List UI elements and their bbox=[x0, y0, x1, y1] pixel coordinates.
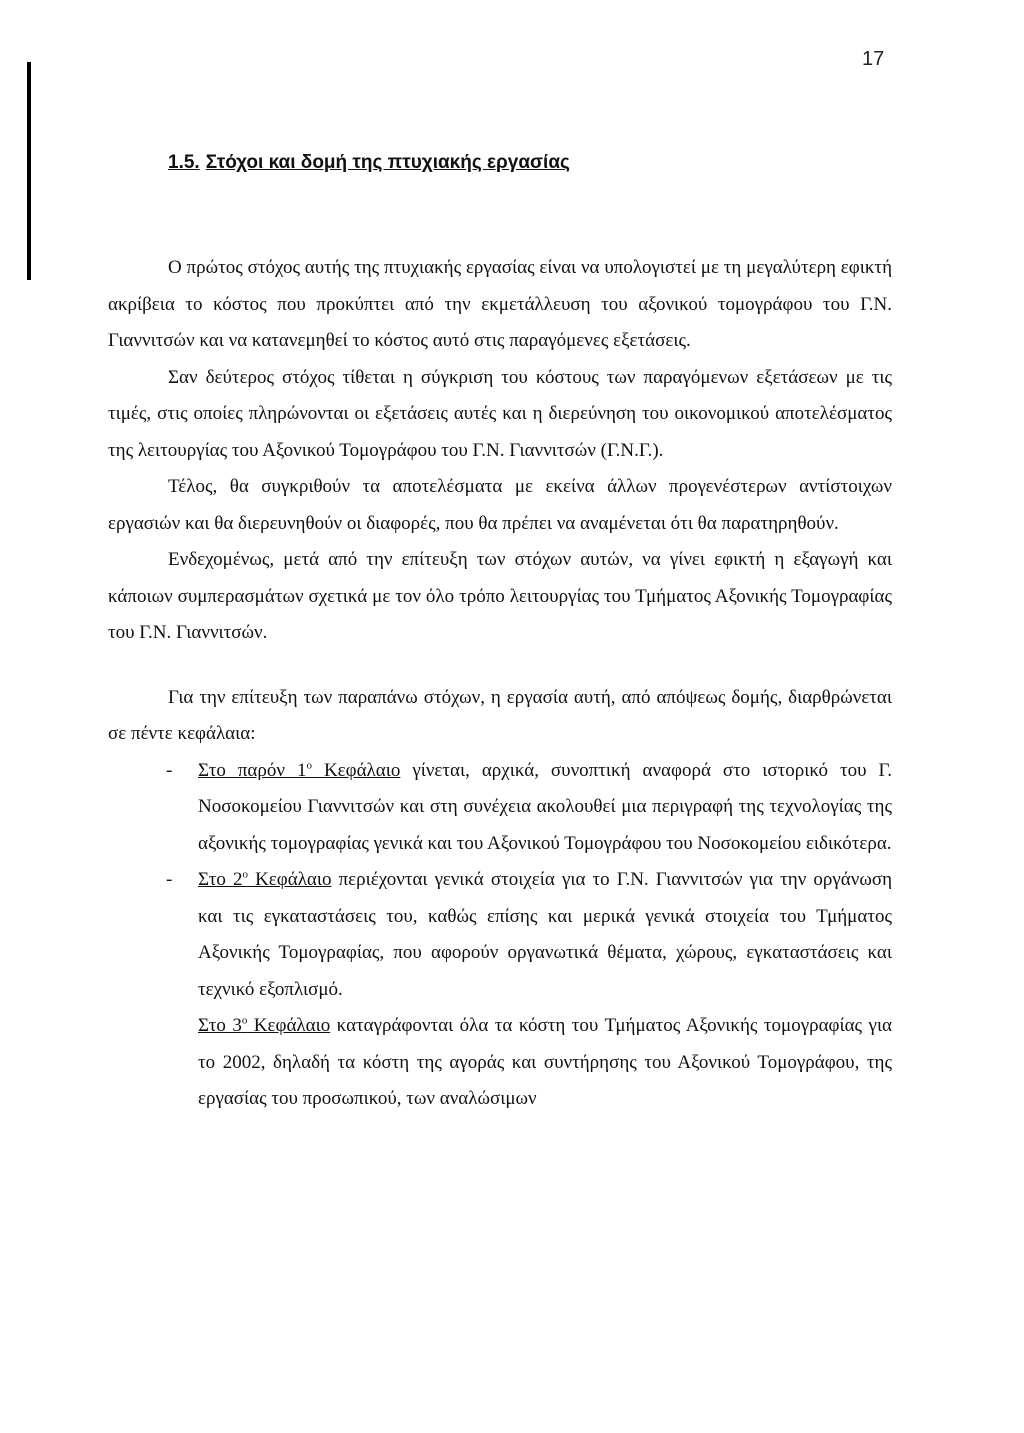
page-number: 17 bbox=[862, 48, 885, 70]
chapter-list bbox=[108, 753, 892, 1118]
section-title: Στόχοι και δομή της πτυχιακής εργασίας bbox=[205, 152, 570, 173]
chapter-description: Στο $3^o$ Κεφάλαιο καταγράφονται όλα τα κόστη του Τμήματος Αξονικής τομογραφίας για το 2002, δηλαδή τα κόστη της αγοράς και συντήρησης του Αξονικού Τομογράφου, της εργασίας του προσωπικού, των αναλώσιμων bbox=[198, 1014, 893, 1109]
chapter-reference: Στο $3^o$ Κεφάλαιο bbox=[198, 1014, 331, 1036]
page-binding-edge bbox=[27, 62, 31, 280]
paragraph-structure-intro: Για την επίτευξη των παραπάνω στόχων, η εργασία αυτή, από απόψεως δομής, διαρθρώνεται σε πέντε κεφάλαια: bbox=[108, 686, 892, 744]
chapter-description: Στο $2^o$ Κεφάλαιο περιέχονται γενικά στοιχεία για το Γ.Ν. Γιαννιτσών για την οργάνωση και τις εγκαταστάσεις του, καθώς επίσης και μερικά γενικά στοιχεία του Τμήματος Αξονικής Τομογραφίας, που αφορούν οργανωτικά θέματα, χώρους, εγκαταστάσεις και τεχνικό εξοπλισμό. bbox=[198, 868, 893, 1000]
list-item bbox=[108, 1008, 892, 1118]
body-text bbox=[108, 250, 892, 1118]
chapter-reference: Στο παρόν $1^o$ Κεφάλαιο bbox=[198, 759, 401, 781]
paragraph-goal-3: Τέλος, θα συγκριθούν τα αποτελέσματα με εκείνα άλλων προγενέστερων αντίστοιχων εργασιών και θα διερευνηθούν οι διαφορές, που θα πρέπει να αναμένεται ότι θα παρατηρηθούν. bbox=[108, 476, 892, 534]
paragraph-goal-4: Ενδεχομένως, μετά από την επίτευξη των στόχων αυτών, να γίνει εφικτή η εξαγωγή και κάποιων συμπερασμάτων σχετικά με τον όλο τρόπο λειτουργίας του Τμήματος Αξονικής Τομογραφίας του Γ.Ν. Γιαννιτσών. bbox=[108, 549, 892, 643]
list-dash: - bbox=[166, 869, 173, 890]
section-heading bbox=[168, 152, 570, 174]
paragraph-goal-1: Ο πρώτος στόχος αυτής της πτυχιακής εργασίας είναι να υπολογιστεί με τη μεγαλύτερη εφικτή ακρίβεια το κόστος που προκύπτει από την εκμετάλλευση του αξονικού τομογράφου του Γ.Ν. Γιαννιτσών και να κατανεμηθεί το κόστος αυτό στις παραγόμενες εξετάσεις. bbox=[108, 257, 892, 351]
list-dash: - bbox=[166, 759, 173, 781]
chapter-description: Στο παρόν $1^o$ Κεφάλαιο γίνεται, αρχικά, συνοπτική αναφορά στο ιστορικό του Γ. Νοσοκομείου Γιαννιτσών και στη συνέχεια ακολουθεί μια περιγραφή της τεχνολογίας της αξονικής τομογραφίας γενικά και του Αξονικού Τομογράφου του Νοσοκομείου ειδικότερα. bbox=[198, 759, 892, 854]
chapter-reference: Στο $2^o$ Κεφάλαιο bbox=[198, 868, 332, 890]
list-item bbox=[108, 862, 892, 1008]
list-item bbox=[108, 753, 892, 863]
section-number: 1.5. bbox=[168, 152, 200, 173]
paragraph-goal-2: Σαν δεύτερος στόχος τίθεται η σύγκριση του κόστους των παραγόμενων εξετάσεων με τις τιμές, στις οποίες πληρώνονται οι εξετάσεις αυτές και η διερεύνηση του οικονομικού αποτελέσματος της λειτουργίας του Αξονικού Τομογράφου του Γ.Ν. Γιαννιτσών (Γ.Ν.Γ.). bbox=[108, 366, 892, 461]
